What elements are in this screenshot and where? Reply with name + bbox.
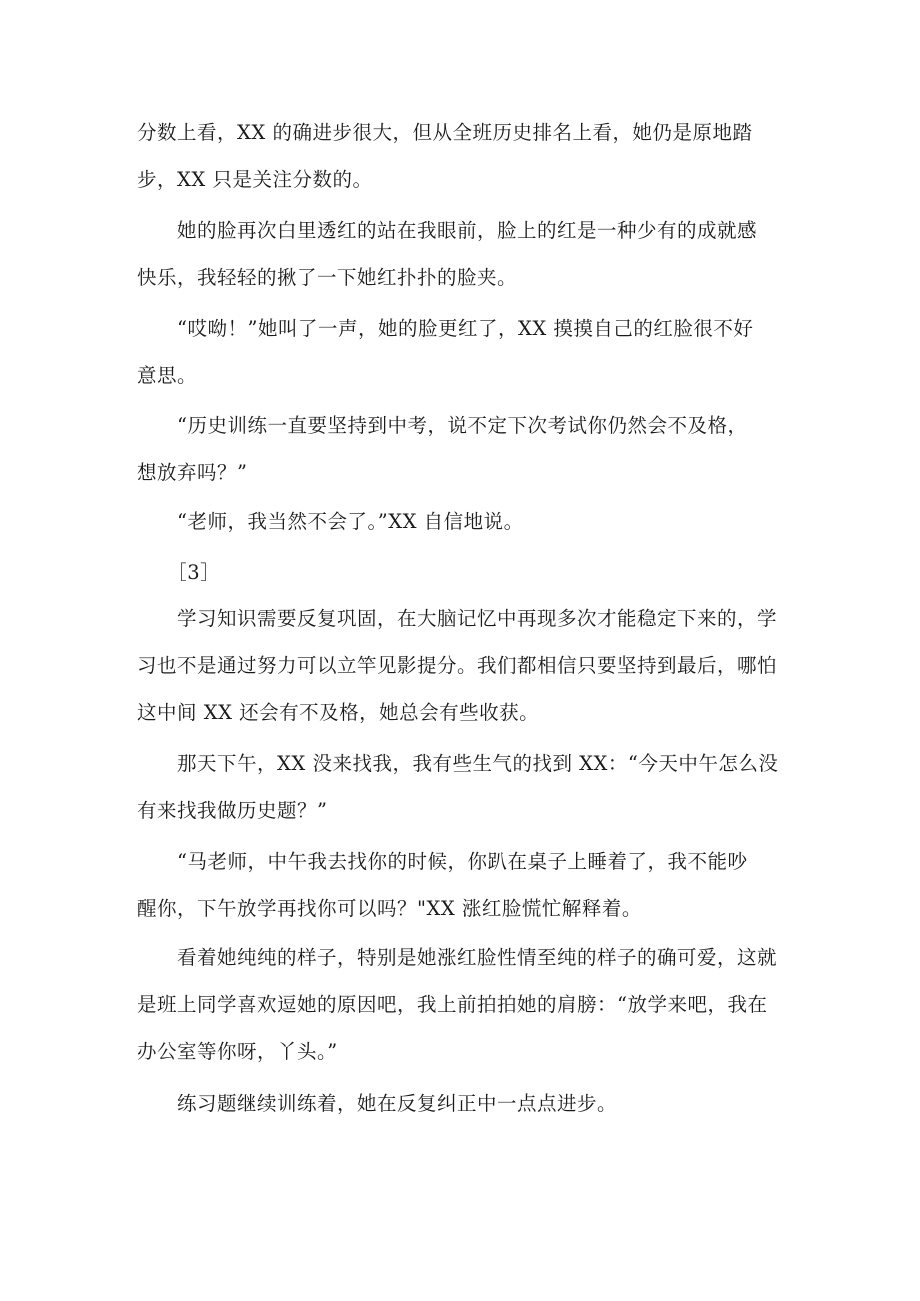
text-line: 那天下午，XX 没来找我，我有些生气的找到 XX：“今天中午怎么没 — [137, 752, 779, 775]
text-line: 看着她纯纯的样子，特别是她涨红脸性情至纯的样子的确可爱，这就 — [137, 946, 778, 969]
text-line: 分数上看，XX 的确进步很大，但从全班历史排名上看，她仍是原地踏 — [137, 121, 753, 144]
paragraph-9 — [137, 934, 787, 1075]
text-line: 习也不是通过努力可以立竿见影提分。我们都相信只要坚持到最后，哪怕 — [137, 654, 778, 677]
text-line: 学习知识需要反复巩固，在大脑记忆中再现多次才能稳定下来的，学 — [137, 607, 778, 630]
text-line: “马老师，中午我去找你的时候，你趴在桌子上睡着了，我不能吵 — [137, 850, 748, 873]
text-line: “历史训练一直要坚持到中考，说不定下次考试你仍然会不及格， — [137, 414, 748, 437]
paragraph-3 — [137, 305, 787, 399]
paragraph-10 — [137, 1080, 787, 1127]
paragraph-5 — [137, 498, 787, 545]
paragraph-4 — [137, 402, 787, 496]
text-line: “老师，我当然不会了。”XX 自信地说。 — [137, 510, 524, 533]
text-line: 练习题继续训练着，她在反复纠正中一点点进步。 — [137, 1092, 618, 1115]
paragraph-7 — [137, 740, 787, 834]
text-line: ［3］ — [137, 561, 221, 584]
section-number — [137, 549, 787, 596]
text-line: 办公室等你呀，丫头。” — [137, 1040, 338, 1063]
text-line: 意思。 — [137, 364, 198, 387]
paragraph-8 — [137, 838, 787, 932]
text-line: 醒你，下午放学再找你可以吗？"XX 涨红脸慌忙解释着。 — [137, 897, 642, 920]
text-line: “哎呦！”她叫了一声，她的脸更红了，XX 摸摸自己的红脸很不好 — [137, 317, 754, 340]
text-line: 想放弃吗？” — [137, 461, 248, 484]
paragraph-1 — [137, 109, 787, 203]
text-line: 有来找我做历史题？” — [137, 799, 328, 822]
text-line: 快乐，我轻轻的揪了一下她红扑扑的脸夹。 — [137, 266, 518, 289]
text-line: 步，XX 只是关注分数的。 — [137, 168, 373, 191]
paragraph-2 — [137, 207, 787, 301]
paragraph-6 — [137, 595, 787, 736]
text-line: 这中间 XX 还会有不及格，她总会有些收获。 — [137, 701, 540, 724]
text-line: 她的脸再次白里透红的站在我眼前，脸上的红是一种少有的成就感 — [137, 219, 758, 242]
text-line: 是班上同学喜欢逗她的原因吧，我上前拍拍她的肩膀：“放学来吧，我在 — [137, 993, 768, 1016]
